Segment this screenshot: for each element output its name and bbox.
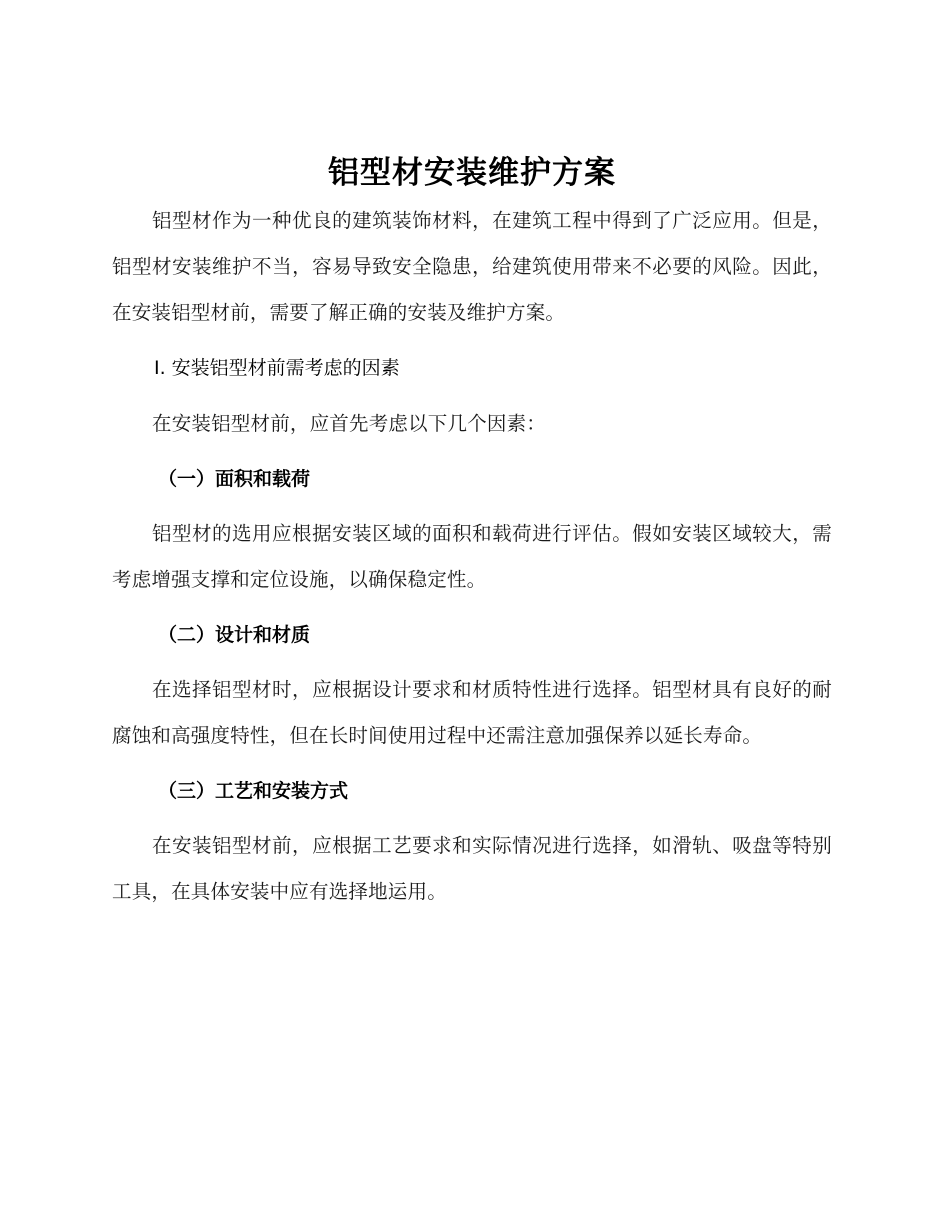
section-lead-paragraph: 在安装铝型材前，应首先考虑以下几个因素： xyxy=(152,412,547,435)
spacer xyxy=(112,391,832,401)
spacer xyxy=(112,502,832,511)
document-page xyxy=(112,148,832,915)
subsection-paragraph-process-installation: 在安装铝型材前，应根据工艺要求和实际情况进行选择，如滑轨、吸盘等特别工具，在具体安装中应有选择地运用。 xyxy=(112,834,832,903)
subsection-paragraph-area-load: 铝型材的选用应根据安装区域的面积和载荷进行评估。假如安装区域较大，需考虑增强支撑和定位设施，以确保稳定性。 xyxy=(112,522,832,591)
spacer xyxy=(112,447,832,456)
spacer xyxy=(112,336,832,345)
spacer xyxy=(112,814,832,823)
section-heading: I. 安装铝型材前需考虑的因素 xyxy=(154,357,400,379)
subsection-heading-area-load: （一）面积和载荷 xyxy=(158,468,311,490)
spacer xyxy=(112,759,832,768)
subsection-heading-design-material: （二）设计和材质 xyxy=(158,624,311,646)
subsection-heading-process-installation: （三）工艺和安装方式 xyxy=(158,780,349,802)
intro-paragraph: 铝型材作为一种优良的建筑装饰材料，在建筑工程中得到了广泛应用。但是，铝型材安装维护不当，容易导致安全隐患，给建筑使用带来不必要的风险。因此，在安装铝型材前，需要了解正确的安装及维护方案。 xyxy=(112,209,832,324)
document-title: 铝型材安装维护方案 xyxy=(328,155,616,191)
spacer xyxy=(112,603,832,612)
subsection-paragraph-design-material: 在选择铝型材时，应根据设计要求和材质特性进行选择。铝型材具有良好的耐腐蚀和高强度特性，但在长时间使用过程中还需注意加强保养以延长寿命。 xyxy=(112,678,832,747)
spacer xyxy=(112,658,832,667)
